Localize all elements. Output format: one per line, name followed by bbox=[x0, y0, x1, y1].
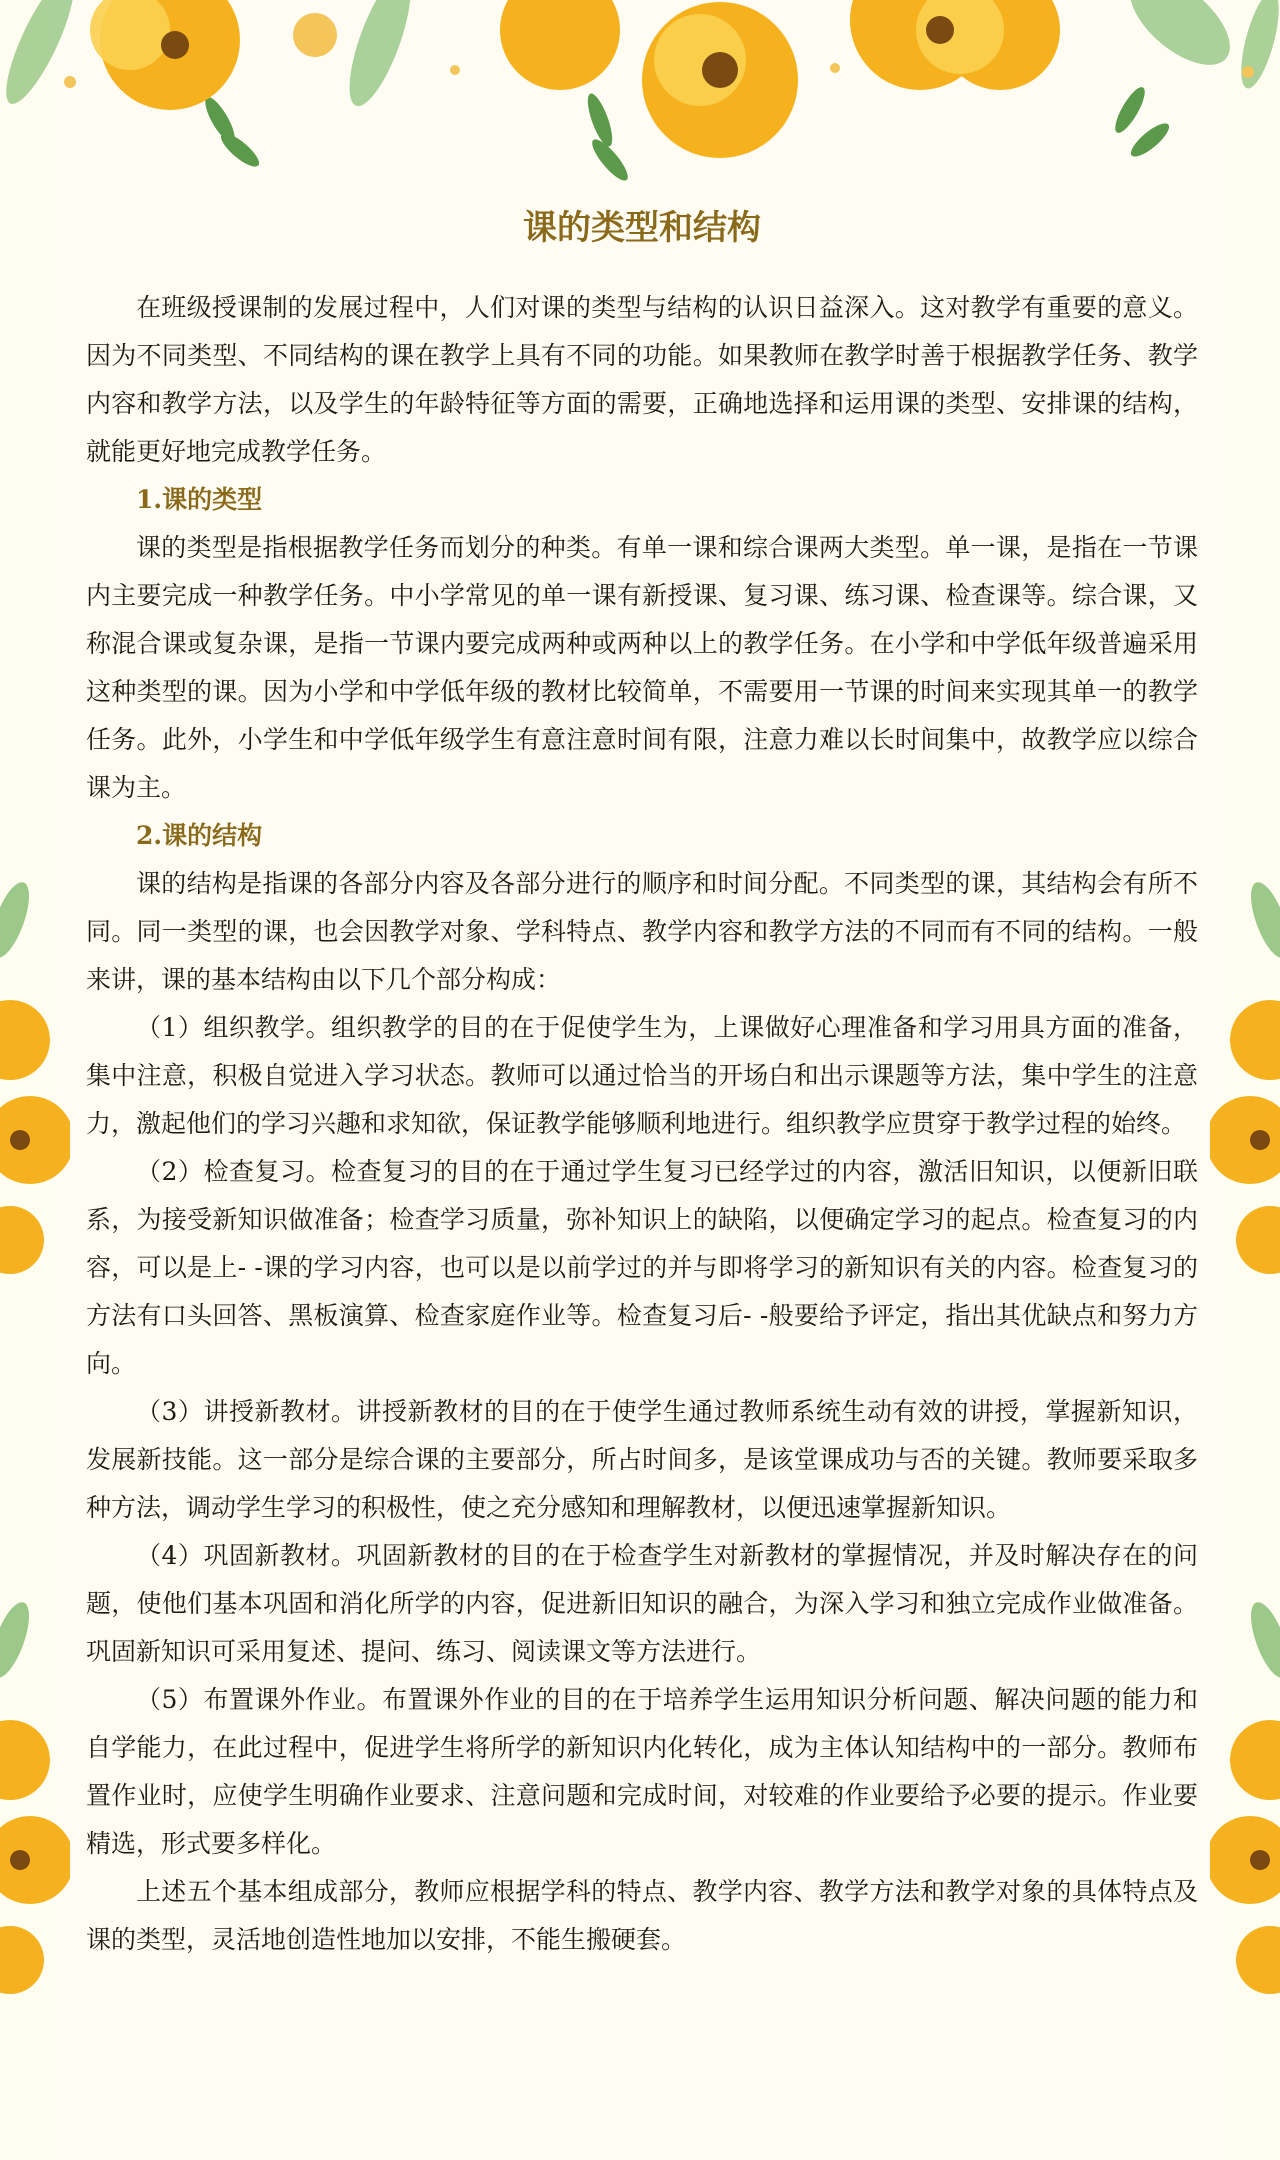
article-body bbox=[86, 200, 1198, 1964]
floral-border-right-lower bbox=[1210, 1600, 1280, 2020]
floral-border-right-upper bbox=[1210, 880, 1280, 1300]
lesson-types-paragraph: 课的类型是指根据教学任务而划分的种类。有单一课和综合课两大类型。单一课，是指在一节课内主要完成一种教学任务。中小学常见的单一课有新授课、复习课、练习课、检查课等。综合课，又称混合课或复杂课，是指一节课内要完成两种或两种以上的教学任务。在小学和中学低年级普遍采用这种类型的课。因为小学和中学低年级的教材比较简单，不需要用一节课的时间来实现其单一的教学任务。此外，小学生和中学低年级学生有意注意时间有限，注意力难以长时间集中，故教学应以综合课为主。 bbox=[86, 533, 1198, 802]
structure-item-consolidate: （4）巩固新教材。巩固新教材的目的在于检查学生对新教材的掌握情况，并及时解决存在的问题，使他们基本巩固和消化所学的内容，促进新旧知识的融合，为深入学习和独立完成作业做准备。巩固新知识可采用复述、提问、练习、阅读课文等方法进行。 bbox=[86, 1541, 1198, 1666]
floral-border-left-lower bbox=[0, 1600, 70, 2020]
page-title: 课的类型和结构 bbox=[523, 208, 761, 248]
conclusion-paragraph: 上述五个基本组成部分，教师应根据学科的特点、教学内容、教学方法和教学对象的具体特点及课的类型，灵活地创造性地加以安排，不能生搬硬套。 bbox=[86, 1877, 1198, 1954]
structure-item-review: （2）检查复习。检查复习的目的在于通过学生复习已经学过的内容，激活旧知识，以便新旧联系，为接受新知识做准备；检查学习质量，弥补知识上的缺陷，以便确定学习的起点。检查复习的内容，可以是上- -课的学习内容，也可以是以前学过的并与即将学习的新知识有关的内容。检查复习的方法有口头回答、黑板演算、检查家庭作业等。检查复习后- -般要给予评定，指出其优缺点和努力方向。 bbox=[86, 1157, 1198, 1378]
structure-item-homework: （5）布置课外作业。布置课外作业的目的在于培养学生运用知识分析问题、解决问题的能力和自学能力，在此过程中，促进学生将所学的新知识内化转化，成为主体认知结构中的一部分。教师布置作业时，应使学生明确作业要求、注意问题和完成时间，对较难的作业要给予必要的提示。作业要精选，形式要多样化。 bbox=[86, 1685, 1198, 1858]
structure-item-new-material: （3）讲授新教材。讲授新教材的目的在于使学生通过教师系统生动有效的讲授，掌握新知识，发展新技能。这一部分是综合课的主要部分，所占时间多，是该堂课成功与否的关键。教师要采取多种方法，调动学生学习的积极性，使之充分感知和理解教材，以便迅速掌握新知识。 bbox=[86, 1397, 1198, 1522]
intro-paragraph: 在班级授课制的发展过程中，人们对课的类型与结构的认识日益深入。这对教学有重要的意义。因为不同类型、不同结构的课在教学上具有不同的功能。如果教师在教学时善于根据教学任务、教学内容和教学方法，以及学生的年龄特征等方面的需要，正确地选择和运用课的类型、安排课的结构，就能更好地完成教学任务。 bbox=[86, 293, 1198, 466]
floral-banner-top bbox=[0, 0, 1280, 200]
section-heading-lesson-structure: 2.课的结构 bbox=[136, 821, 263, 850]
floral-border-left-upper bbox=[0, 880, 70, 1300]
structure-item-organize: （1）组织教学。组织教学的目的在于促使学生为，上课做好心理准备和学习用具方面的准备，集中注意，积极自觉进入学习状态。教师可以通过恰当的开场白和出示课题等方法，集中学生的注意力，激起他们的学习兴趣和求知欲，保证教学能够顺利地进行。组织教学应贯穿于教学过程的始终。 bbox=[86, 1013, 1198, 1138]
section-heading-lesson-types: 1.课的类型 bbox=[136, 485, 263, 514]
lesson-structure-paragraph: 课的结构是指课的各部分内容及各部分进行的顺序和时间分配。不同类型的课，其结构会有所不同。同一类型的课，也会因教学对象、学科特点、教学内容和教学方法的不同而有不同的结构。一般来讲，课的基本结构由以下几个部分构成： bbox=[86, 869, 1198, 994]
